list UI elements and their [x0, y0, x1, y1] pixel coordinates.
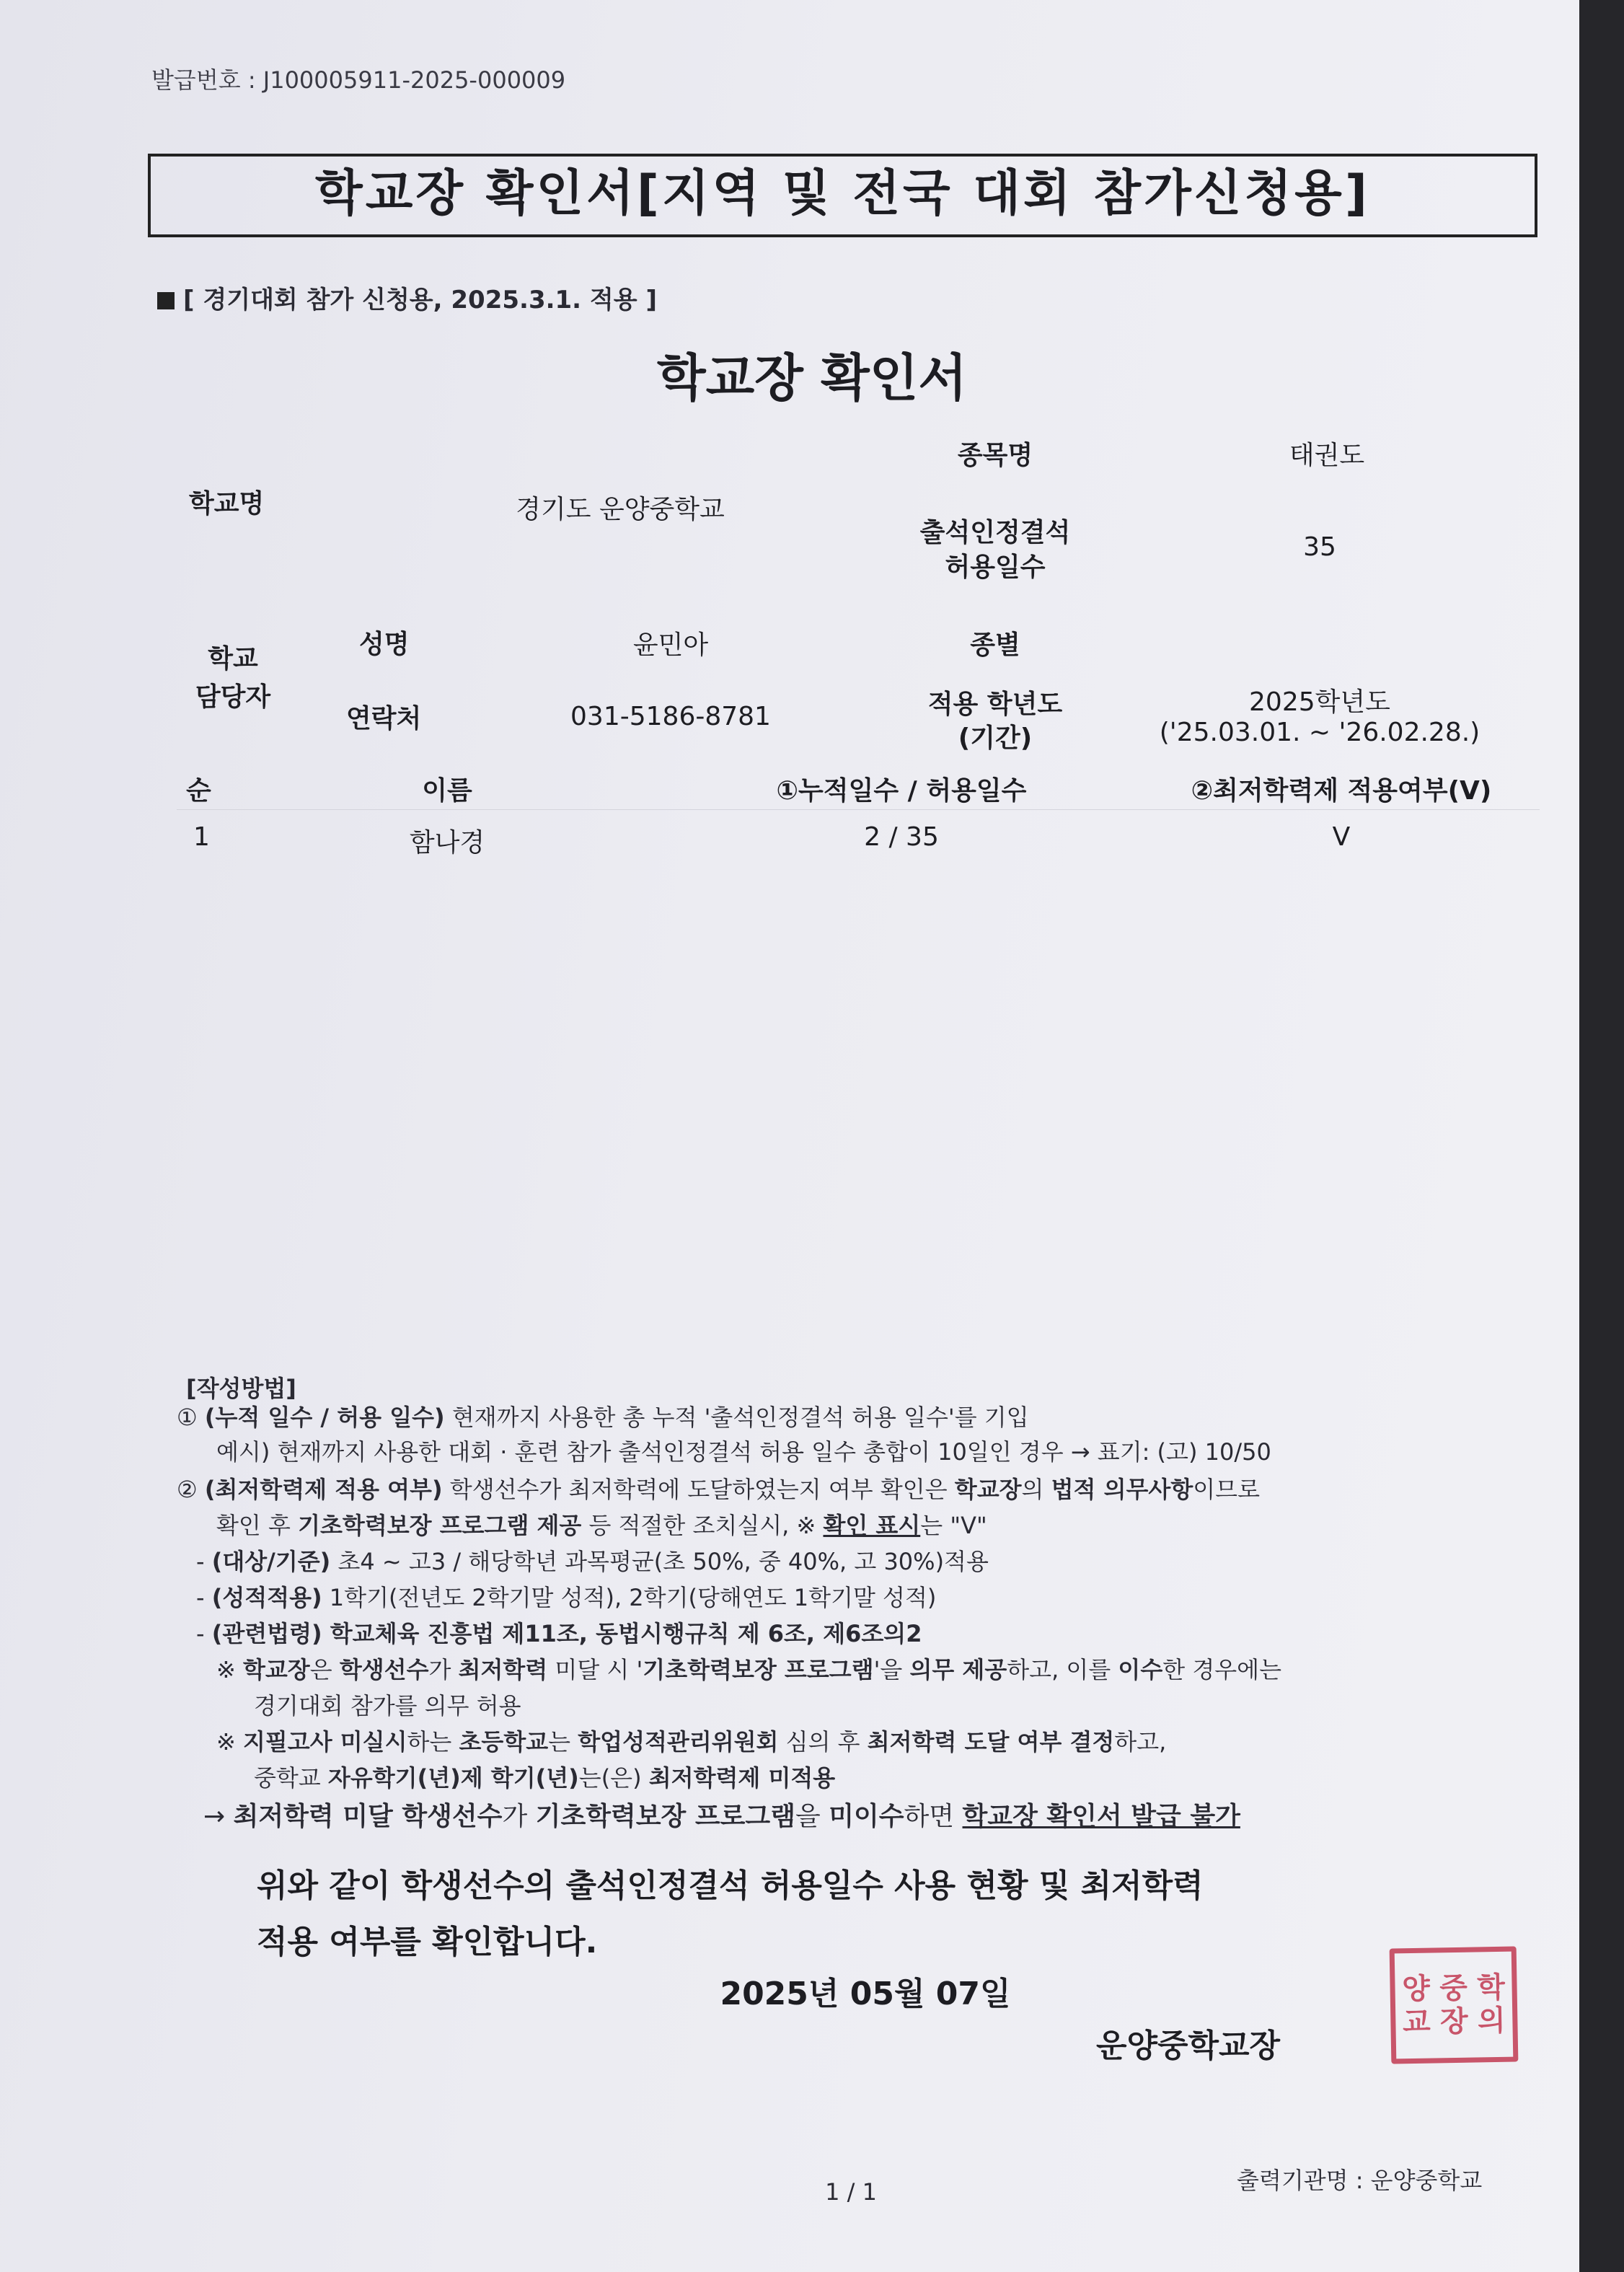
year-value-1: 2025학년도: [1249, 687, 1390, 717]
confirm-line-2: 적용 여부를 확인합니다.: [257, 1924, 598, 1960]
year-label-1: 적용 학년도: [927, 690, 1063, 719]
allowed-label-1: 출석인정결석: [919, 518, 1071, 547]
guide-heading: [작성방법]: [186, 1375, 296, 1402]
confirm-line-1: 위와 같이 학생선수의 출석인정결석 허용일수 사용 현황 및 최저학력: [257, 1867, 1204, 1904]
year-label-2: (기간): [958, 723, 1033, 753]
allowed-value: 35: [1303, 532, 1336, 562]
guide-line-5: - (대상/기준) 초4 ~ 고3 / 해당학년 과목평균(초 50%, 중 40%, 고 30%)적용: [196, 1548, 989, 1575]
guide-line-4: 확인 후 기초학력보장 프로그램 제공 등 적절한 조치실시, ※ 확인 표시는 "V": [216, 1512, 987, 1539]
table-row-1-days: 2 / 35: [864, 822, 939, 852]
name-label: 성명: [359, 630, 410, 659]
manager-label-2: 담당자: [195, 682, 271, 712]
table-row-1-name: 함나경: [409, 828, 485, 858]
issue-number: 발급번호 : J100005911-2025-000009: [151, 66, 566, 94]
manager-label-1: 학교: [208, 644, 258, 674]
school-value: 경기도 운양중학교: [516, 495, 725, 524]
guide-line-12: → 최저학력 미달 학생선수가 기초학력보장 프로그램을 미이수하면 학교장 확인서 발급 불가: [203, 1802, 1240, 1831]
principal-name: 운양중학교장: [1096, 2027, 1281, 2064]
table-header-days: ①누적일수 / 허용일수: [776, 776, 1027, 806]
main-title: 학교장 확인서[지역 및 전국 대회 참가신청용]: [315, 165, 1370, 222]
issuer-name: 출력기관명 : 운양중학교: [1237, 2167, 1483, 2194]
allowed-label-2: 허용일수: [945, 552, 1046, 582]
guide-line-8: ※ 학교장은 학생선수가 최저학력 미달 시 '기초학력보장 프로그램'을 의무 제공하고, 이를 이수한 경우에는: [216, 1656, 1281, 1683]
guide-line-10: ※ 지필고사 미실시하는 초등학교는 학업성적관리위원회 심의 후 최저학력 도달 여부 결정하고,: [216, 1728, 1167, 1756]
school-label: 학교명: [189, 489, 265, 519]
table-header-name: 이름: [422, 776, 472, 806]
table-row-1-minimum-grade: V: [1332, 822, 1351, 852]
sport-label: 종목명: [957, 441, 1033, 470]
guide-line-7: - (관련법령) 학교체육 진흥법 제11조, 동법시행규칙 제 6조, 제6조의2: [196, 1620, 922, 1647]
sport-value: 태권도: [1289, 441, 1365, 470]
table-header-no: 순: [186, 776, 211, 806]
issue-date: 2025년 05월 07일: [720, 1976, 1011, 2012]
guide-line-3: ② (최저학력제 적용 여부) 학생선수가 최저학력에 도달하였는지 여부 확인은 학교장의 법적 의무사항이므로: [177, 1476, 1261, 1503]
subtitle: [157, 280, 657, 315]
school-seal: 양 중 학 교 장 의: [1390, 1946, 1519, 2064]
subtitle-text: [ 경기대회 참가 신청용, 2025.3.1. 적용 ]: [183, 286, 657, 314]
guide-line-2: 예시) 현재까지 사용한 대회 · 훈련 참가 출석인정결석 허용 일수 총합이 10일인 경우 → 표기: (고) 10/50: [216, 1438, 1271, 1466]
contact-value: 031-5186-8781: [570, 702, 771, 731]
table-divider: [177, 809, 1540, 810]
table-header-minimum-grade: ②최저학력제 적용여부(V): [1191, 776, 1492, 806]
name-value: 윤민아: [632, 630, 709, 660]
category-label: 종별: [970, 630, 1020, 660]
table-row-1-no: 1: [193, 822, 210, 852]
guide-line-9: 경기대회 참가를 의무 허용: [254, 1692, 521, 1720]
guide-line-1: ① (누적 일수 / 허용 일수) 현재까지 사용한 총 누적 '출석인정결석 허용 일수'를 기입: [177, 1404, 1029, 1431]
square-bullet-icon: [157, 292, 175, 309]
form-title: 학교장 확인서: [656, 348, 968, 408]
year-value-2: ('25.03.01. ~ '26.02.28.): [1159, 718, 1480, 747]
page-number: 1 / 1: [825, 2178, 877, 2206]
guide-line-6: - (성적적용) 1학기(전년도 2학기말 성적), 2학기(당해연도 1학기말 성적): [196, 1584, 937, 1611]
guide-line-11: 중학교 자유학기(년)제 학기(년)는(은) 최저학력제 미적용: [254, 1764, 836, 1792]
contact-label: 연락처: [346, 704, 422, 734]
